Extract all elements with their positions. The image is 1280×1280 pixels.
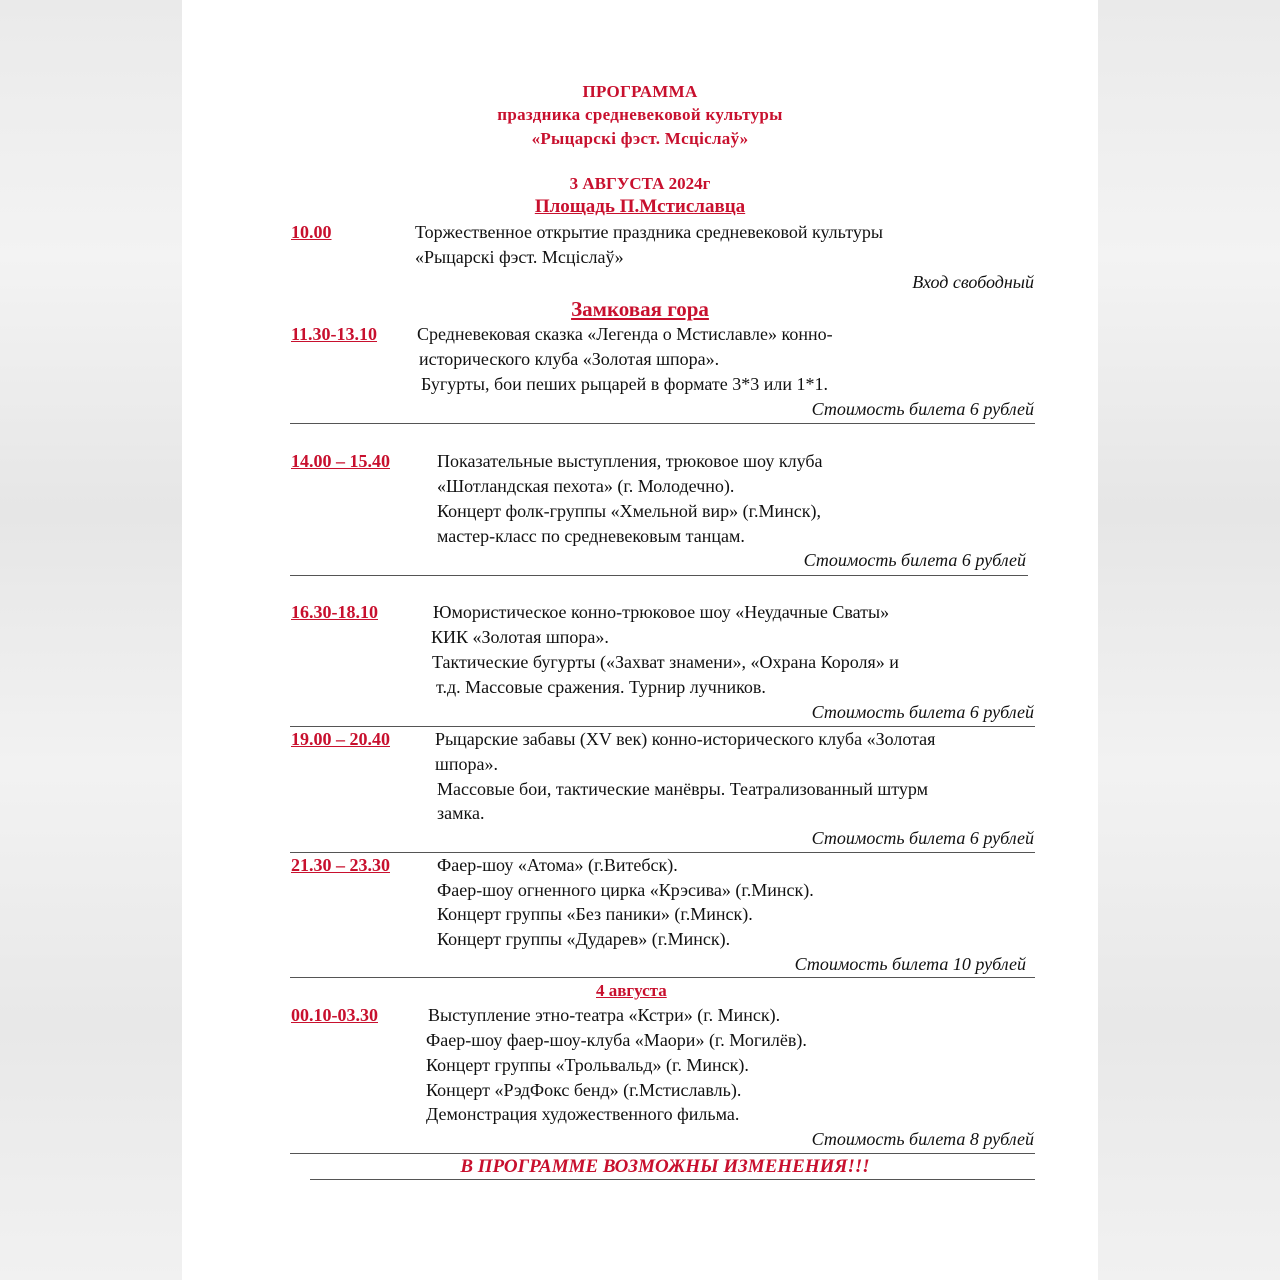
event-price: Стоимость билета 6 рублей xyxy=(811,702,1034,722)
divider xyxy=(290,726,1035,727)
event-price: Стоимость билета 6 рублей xyxy=(811,399,1034,419)
divider xyxy=(310,1179,1035,1180)
event-line: Концерт группы «Без паники» (г.Минск). xyxy=(437,904,753,924)
event-line: КИК «Золотая шпора». xyxy=(431,627,609,647)
event-line: Концерт группы «Дударев» (г.Минск). xyxy=(437,929,731,949)
day2-date: 4 августа xyxy=(596,981,667,1000)
background-left xyxy=(0,0,182,1280)
event-line: Фаер-шоу огненного цирка «Крэсива» (г.Минск). xyxy=(437,880,814,900)
event-line: Демонстрация художественного фильма. xyxy=(426,1104,740,1124)
event-line: шпора». xyxy=(435,754,498,774)
event-line: Юмористическое конно-трюковое шоу «Неудачные Сваты» xyxy=(433,602,890,622)
event-line: исторического клуба «Золотая шпора». xyxy=(419,349,720,369)
divider xyxy=(290,1153,1035,1154)
event-line: Рыцарские забавы (XV век) конно-исторического клуба «Золотая xyxy=(435,729,936,749)
event-time: 00.10-03.30 xyxy=(291,1005,378,1025)
event-line: Торжественное открытие праздника средневековой культуры xyxy=(415,222,883,242)
event-line: Концерт группы «Трольвальд» (г. Минск). xyxy=(426,1055,749,1075)
divider xyxy=(290,852,1035,853)
divider xyxy=(290,977,1035,978)
event-price: Стоимость билета 6 рублей xyxy=(811,828,1034,848)
event-price: Стоимость билета 10 рублей xyxy=(794,954,1026,974)
event-time: 10.00 xyxy=(291,222,332,242)
event-time: 11.30-13.10 xyxy=(291,324,378,344)
event-line: Фаер-шоу фаер-шоу-клуба «Маори» (г. Могилёв). xyxy=(426,1030,807,1050)
background-right xyxy=(1098,0,1280,1280)
event-line: т.д. Массовые сражения. Турнир лучников. xyxy=(436,677,766,697)
event-line: Фаер-шоу «Атома» (г.Витебск). xyxy=(437,855,678,875)
event-time: 16.30-18.10 xyxy=(291,602,378,622)
event-line: Выступление этно-театра «Кстри» (г. Минск). xyxy=(428,1005,781,1025)
venue-square: Площадь П.Мстиславца xyxy=(534,196,746,217)
event-line: Бугурты, бои пеших рыцарей в формате 3*3 или 1*1. xyxy=(421,374,829,394)
event-line: замка. xyxy=(437,803,485,823)
event-line: «Рыцарскі фэст. Мсціслаў» xyxy=(415,247,624,267)
festival-name: «Рыцарскі фэст. Мсціслаў» xyxy=(531,129,749,148)
program-subtitle: праздника средневековой культуры xyxy=(497,105,783,124)
event-time: 21.30 – 23.30 xyxy=(291,855,390,875)
program-title: ПРОГРАММА xyxy=(582,82,698,101)
event-line: Концерт «РэдФокс бенд» (г.Мстиславль). xyxy=(426,1080,742,1100)
event-price: Стоимость билета 8 рублей xyxy=(811,1129,1034,1149)
changes-notice: В ПРОГРАММЕ ВОЗМОЖНЫ ИЗМЕНЕНИЯ!!! xyxy=(460,1156,870,1177)
event-time: 14.00 – 15.40 xyxy=(291,451,390,471)
event-line: Массовые бои, тактические манёвры. Театрализованный штурм xyxy=(437,779,928,799)
event-price: Стоимость билета 6 рублей xyxy=(803,550,1026,570)
event-line: мастер-класс по средневековым танцам. xyxy=(437,526,745,546)
program-page xyxy=(182,0,1098,1280)
event-line: Показательные выступления, трюковое шоу клуба xyxy=(437,451,823,471)
divider xyxy=(290,575,1028,576)
day1-date: 3 АВГУСТА 2024г xyxy=(569,174,711,193)
event-line: Средневековая сказка «Легенда о Мстиславле» конно- xyxy=(417,324,833,344)
venue-castle-hill: Замковая гора xyxy=(571,297,709,321)
event-line: Концерт фолк-группы «Хмельной вир» (г.Минск), xyxy=(437,501,821,521)
event-price: Вход свободный xyxy=(912,272,1034,292)
event-time: 19.00 – 20.40 xyxy=(291,729,390,749)
event-line: «Шотландская пехота» (г. Молодечно). xyxy=(437,476,735,496)
divider xyxy=(290,423,1035,424)
event-line: Тактические бугурты («Захват знамени», «Охрана Короля» и xyxy=(432,652,899,672)
